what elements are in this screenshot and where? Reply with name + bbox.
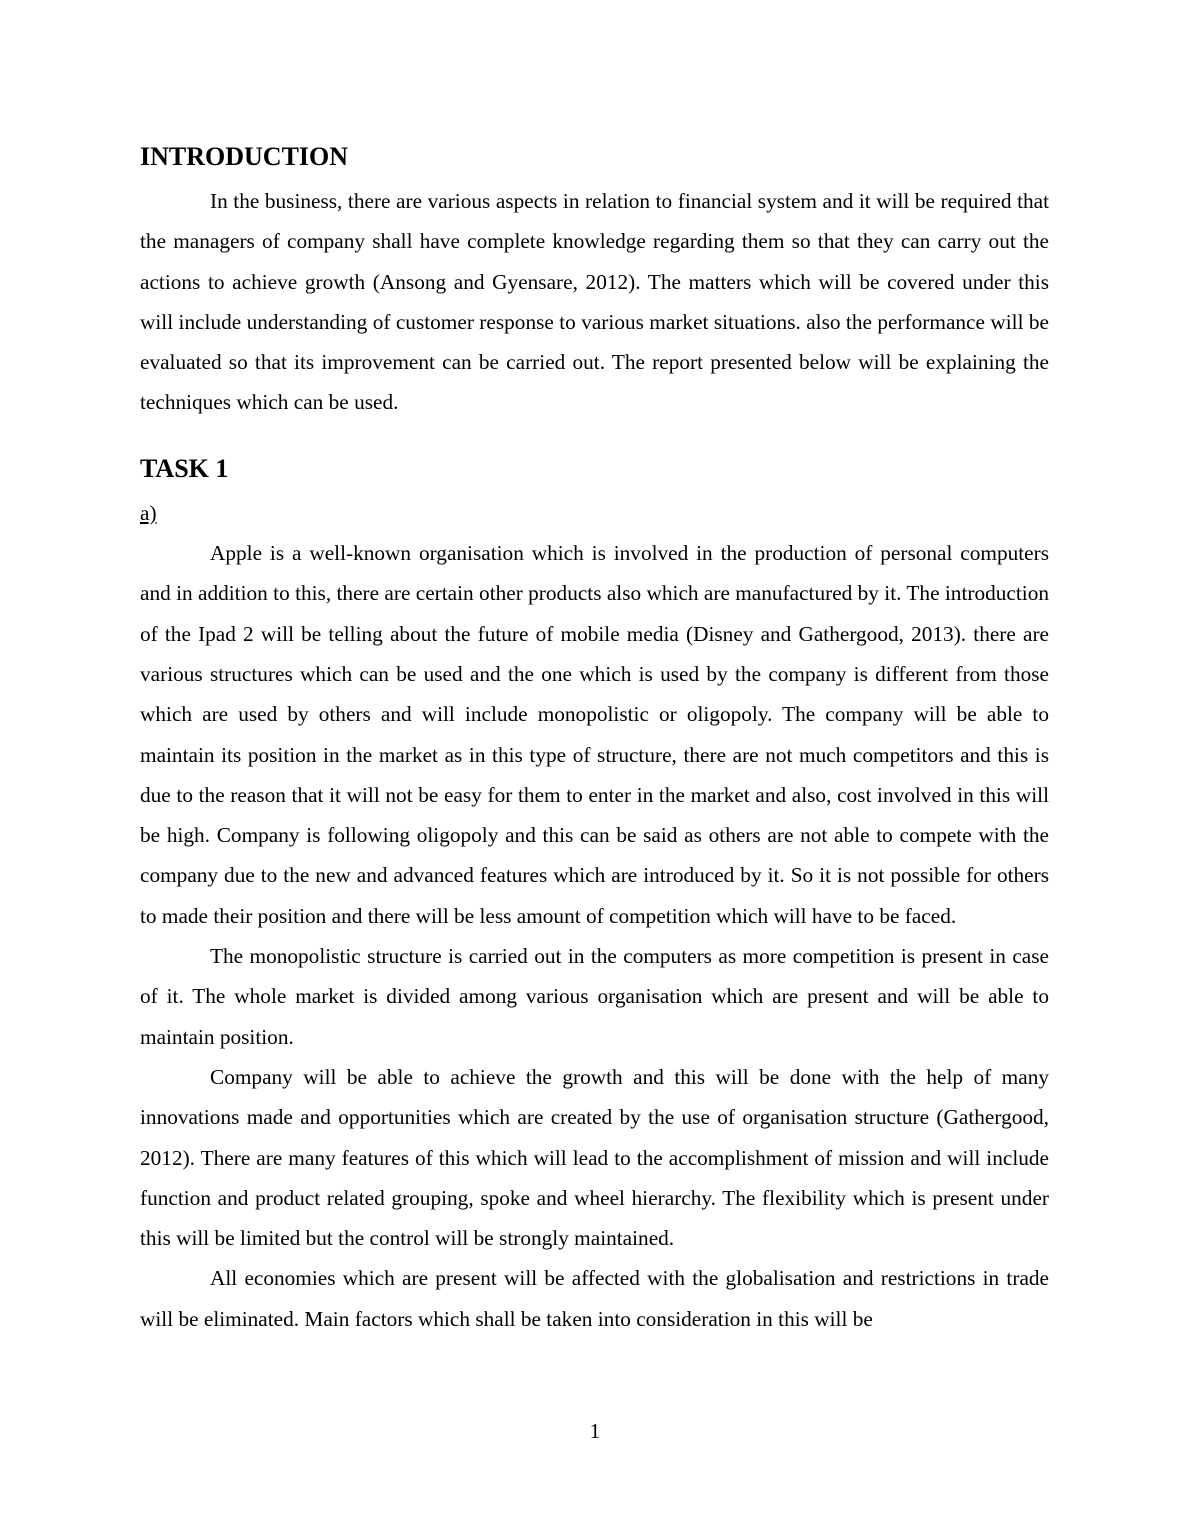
- introduction-paragraph: In the business, there are various aspects in relation to financial system and it will be required that the managers of company shall have complete knowledge regarding them so that they can carry out the actions to achieve growth (Ansong and Gyensare, 2012). The matters which will be covered under this will include understanding of customer response to various market situations. also the performance will be evaluated so that its improvement can be carried out. The report presented below will be explaining the techniques which can be used.: [140, 189, 1049, 415]
- body-paragraph: The monopolistic structure is carried out in the computers as more competition is present in case of it. The whole market is divided among various organisation which are present and will be able to maintain position.: [140, 944, 1049, 1049]
- introduction-heading: INTRODUCTION: [140, 142, 349, 171]
- body-paragraph: All economies which are present will be affected with the globalisation and restrictions in trade will be eliminated. Main factors which shall be taken into consideration in this will be: [140, 1266, 1049, 1331]
- body-paragraph: Apple is a well-known organisation which is involved in the production of personal computers and in addition to this, there are certain other products also which are manufactured by it. The introduction of the Ipad 2 will be telling about the future of mobile media (Disney and Gathergood, 2013). there are various structures which can be used and the one which is used by the company is different from those which are used by others and will include monopolistic or oligopoly. The company will be able to maintain its position in the market as in this type of structure, there are not much competitors and this is due to the reason that it will not be easy for them to enter in the market and also, cost involved in this will be high. Company is following oligopoly and this can be said as others are not able to compete with the company due to the new and advanced features which are introduced by it. So it is not possible for others to made their position and there will be less amount of competition which will have to be faced.: [140, 541, 1049, 928]
- subsection-label-a: a): [140, 500, 157, 525]
- document-page: [140, 139, 1049, 1339]
- body-paragraph: Company will be able to achieve the growth and this will be done with the help of many innovations made and opportunities which are created by the use of organisation structure (Gathergood, 2012). There are many features of this which will lead to the accomplishment of mission and will include function and product related grouping, spoke and wheel hierarchy. The flexibility which is present under this will be limited but the control will be strongly maintained.: [140, 1064, 1049, 1251]
- task-1-heading: TASK 1: [140, 453, 229, 483]
- page-number: 1: [589, 1419, 601, 1443]
